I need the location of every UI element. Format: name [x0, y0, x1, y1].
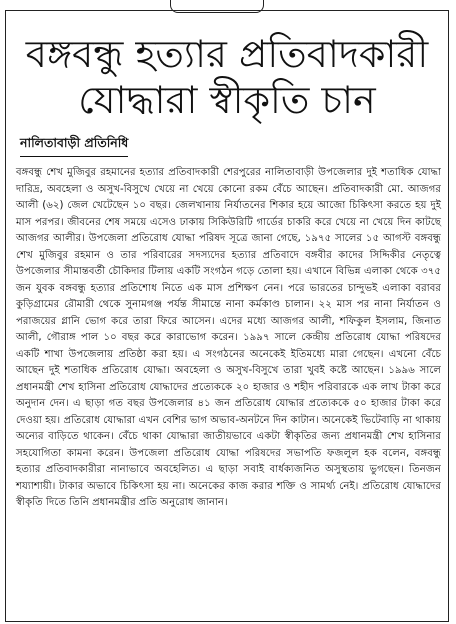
article-frame: [5, 10, 449, 622]
headline-line-1: বঙ্গবন্ধু হত্যার প্রতিবাদকারী: [25, 32, 429, 76]
headline-line-2: যোদ্ধারা স্বীকৃতি চান: [78, 78, 376, 122]
headline: [6, 31, 448, 123]
byline: নালিতাবাড়ী প্রতিনিধি: [20, 135, 128, 157]
article-body: বঙ্গবন্ধু শেখ মুজিবুর রহমানের হত্যার প্রতিবাদকারী শেরপুরের নালিতাবাড়ী উপজেলার দুই শতাধিক যোদ্ধা দারিদ্র, অবহেলা ও অসুখ-বিসুখে খেয়ে না খেয়ে কোনো রকম বেঁচে আছেন। প্রতিবাদকারী মো. আজগর আলী (৬২) জেল খেটেছেন ১০ বছর। জেলখানায় নির্যাতনের শিকার হয়ে আজো চিকিৎসা করতে হয় দুই মাস পরপর। জীবনের শেষ সময়ে এসেও ঢাকায় সিকিউরিটি গার্ডের চাকরি করে খেয়ে না খেয়ে দিন কাটছে আজগর আলীর। উপজেলা প্রতিরোধ যোদ্ধা পরিষদ সূত্রে জানা গেছে, ১৯৭৫ সালের ১৫ আগস্ট বঙ্গবন্ধু শেখ মুজিবুর রহমান ও তার পরিবারের সদস্যদের হত্যার প্রতিবাদে বঙ্গবীর কাদের সিদ্দিকীর নেতৃত্বে উপজেলার সীমান্তবর্তী চৌকিদার টিলায় একটি সংগঠন গড়ে তোলা হয়। এখানে বিভিন্ন এলাকা থেকে ৩৭৫ জন যুবক বঙ্গবন্ধু হত্যার প্রতিশোধ নিতে এক মাস প্রশিক্ষণ নেন। পরে ভারতের চান্দুভই এলাকা বরাবর কুড়িগ্রামের রৌমারী থেকে সুনামগঞ্জ পর্যন্ত সীমান্তে নানা কর্মকাণ্ড চালান। ২২ মাস পর নানা নির্যাতন ও পরাজয়ের গ্লানি ভোগ করে তারা ফিরে আসেন। এদের মধ্যে আজগর আলী, শফিকুল ইসলাম, জিনাত আলী, গৌরাঙ্গ পাল ১০ বছর করে কারাভোগ করেন। ১৯৯৭ সালে কেন্দ্রীয় প্রতিরোধ যোদ্ধা পরিষদের একটি শাখা উপজেলায় প্রতিষ্ঠা করা হয়। এ সংগঠনের অনেকেই ইতিমধ্যে মারা গেছেন। এখনো বেঁচে আছেন দুই শতাধিক প্রতিরোধ যোদ্ধা। অবহেলা ও অসুখ-বিসুখে তারা খুবই কষ্টে আছেন। ১৯৯৬ সালে প্রধানমন্ত্রী শেখ হাসিনা প্রতিরোধ যোদ্ধাদের প্রত্যেককে ২০ হাজার ও শহীদ পরিবারকে এক লাখ টাকা করে অনুদান দেন। এ ছাড়া গত বছর উপজেলার ৪১ জন প্রতিরোধ যোদ্ধার প্রত্যেককে ৫০ হাজার টাকা করে দেওয়া হয়। প্রতিরোধ যোদ্ধারা এখন বেশির ভাগ অভাব-অনটনে দিন কাটান। অনেকেই ভিটেবাড়ি না থাকায় অন্যের বাড়িতে থাকেন। বেঁচে থাকা যোদ্ধারা জাতীয়ভাবে একটা স্বীকৃতির জন্য প্রধানমন্ত্রী শেখ হাসিনার সহযোগিতা কামনা করেন। উপজেলা প্রতিরোধ যোদ্ধা পরিষদের সভাপতি ফজলুল হক বলেন, বঙ্গবন্ধু হত্যার প্রতিবাদকারীরা নানাভাবে অবহেলিত। এ ছাড়া সবাই বার্ধক্যজনিত অসুস্থতায় ভুগছেন। তিনজন শয্যাশায়ী। টাকার অভাবে চিকিৎসা হয় না। অনেকের কাজ করার শক্তি ও সামর্থ্য নেই। প্রতিরোধ যোদ্ধাদের স্বীকৃতি দিতে তিনি প্রধানমন্ত্রীর প্রতি অনুরোধ জানান।: [16, 167, 441, 508]
